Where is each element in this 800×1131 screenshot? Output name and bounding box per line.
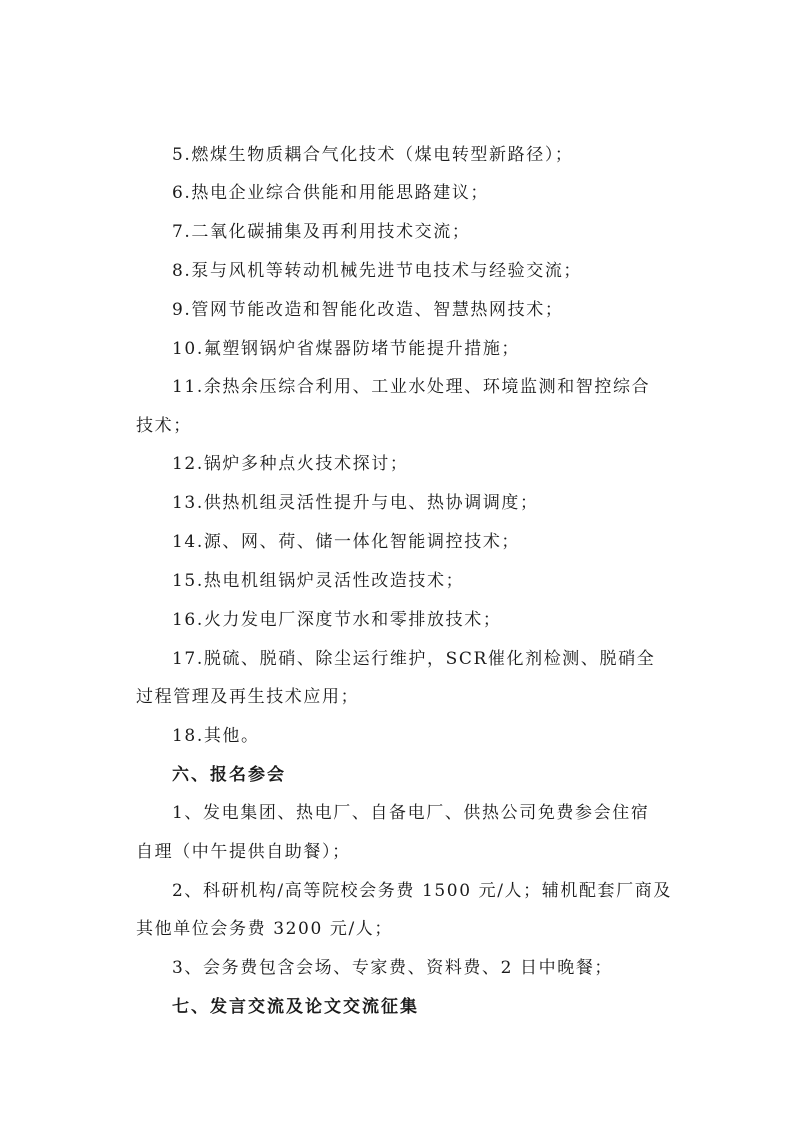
section-6-line-1: 1、发电集团、热电厂、自备电厂、供热公司免费参会住宿	[172, 803, 650, 823]
list-item-12: 12.锅炉多种点火技术探讨；	[172, 454, 409, 474]
list-item-5: 5.燃煤生物质耦合气化技术（煤电转型新路径）；	[172, 145, 574, 165]
list-item-8: 8.泵与风机等转动机械先进节电技术与经验交流；	[172, 261, 583, 281]
list-item-17-continued: 过程管理及再生技术应用；	[136, 687, 360, 707]
list-item-9: 9.管网节能改造和智能化改造、智慧热网技术；	[172, 300, 564, 320]
list-item-11: 11.余热余压综合利用、工业水处理、环境监测和智控综合	[172, 377, 651, 397]
list-item-6: 6.热电企业综合供能和用能思路建议；	[172, 183, 490, 203]
section-6-line-2-continued: 其他单位会务费 3200 元/人；	[136, 919, 393, 939]
list-item-16: 16.火力发电厂深度节水和零排放技术；	[172, 610, 502, 630]
list-item-17: 17.脱硫、脱硝、除尘运行维护，SCR催化剂检测、脱硝全	[172, 649, 656, 669]
section-6-line-2: 2、科研机构/高等院校会务费 1500 元/人；辅机配套厂商及	[172, 881, 672, 901]
list-item-14: 14.源、网、荷、储一体化智能调控技术；	[172, 532, 521, 552]
section-6-heading: 六、报名参会	[172, 765, 286, 785]
list-item-13: 13.供热机组灵活性提升与电、热协调调度；	[172, 493, 539, 513]
section-6-line-3: 3、会务费包含会场、专家费、资料费、2 日中晚餐；	[172, 958, 614, 978]
list-item-7: 7.二氧化碳捕集及再利用技术交流；	[172, 222, 471, 242]
section-7-heading: 七、发言交流及论文交流征集	[172, 997, 419, 1017]
list-item-18: 18.其他。	[172, 726, 260, 746]
list-item-15: 15.热电机组锅炉灵活性改造技术；	[172, 571, 465, 591]
list-item-10: 10.氟塑钢锅炉省煤器防堵节能提升措施；	[172, 339, 521, 359]
section-6-line-1-continued: 自理（中午提供自助餐）；	[136, 842, 351, 862]
list-item-11-continued: 技术；	[136, 416, 192, 436]
